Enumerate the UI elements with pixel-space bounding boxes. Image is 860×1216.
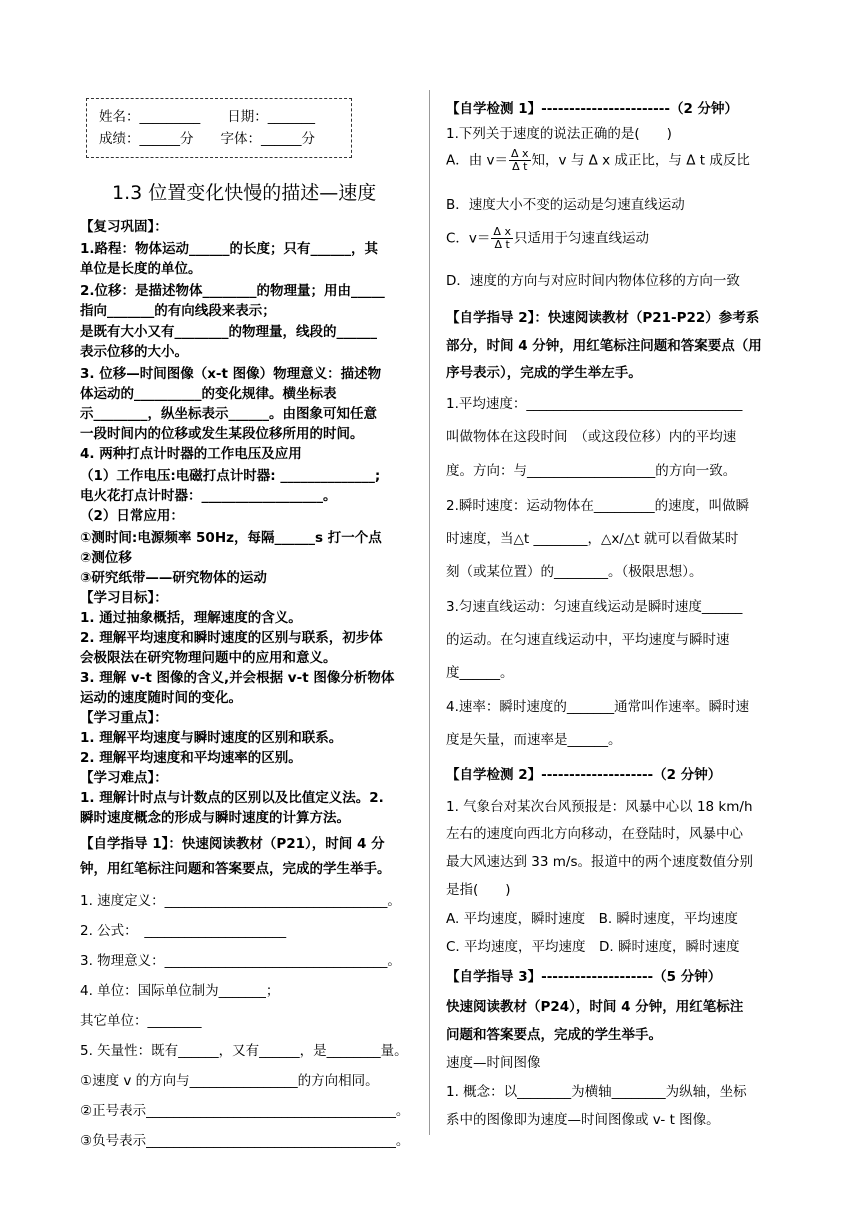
right-text-line: 【自学检测 1】-----------------------（2 分钟）	[446, 101, 739, 117]
right-text-line: 【自学指导 3】--------------------（5 分钟）	[446, 969, 722, 985]
right-text-line: 最大风速达到 33 m/s。报道中的两个速度数值分别	[446, 854, 753, 870]
right-text-line: 序号表示），完成的学生举左手。	[446, 365, 642, 381]
left-text-line: 【学习重点】：	[80, 710, 168, 726]
left-text-line: ②测位移	[80, 550, 132, 566]
left-text-line: 一段时间内的位移或发生某段位移所用的时间。	[80, 426, 364, 442]
left-text-line: ②正号表示_____________________________________。	[80, 1103, 410, 1119]
right-text-line: 4.速率：瞬时速度的_______通常叫作速率。瞬时速	[446, 699, 750, 715]
right-text-line: 2.瞬时速度：运动物体在_________的速度，叫做瞬	[446, 498, 750, 514]
option-a: A．由 v＝ $\frac{\text{Δ x}}{\text{Δ t}}$ 知，v 与 Δ x 成正比，与 Δ t 成反比	[446, 147, 750, 173]
left-text-line: ③研究纸带——研究物体的运动	[80, 570, 267, 586]
left-text-line: 1. 理解平均速度与瞬时速度的区别和联系。	[80, 730, 343, 746]
left-text-line: 运动的速度随时间的变化。	[80, 690, 242, 706]
left-text-line: 3. 位移—时间图像（x-t 图像）物理意义：描述物	[80, 366, 382, 382]
right-text-line: 1. 气象台对某次台风预报是：风暴中心以 18 km/h	[446, 799, 753, 815]
left-text-line: 会极限法在研究物理问题中的应用和意义。	[80, 650, 337, 666]
right-text-line: 【自学检测 2】--------------------（2 分钟）	[446, 767, 722, 783]
right-text-line: 叫做物体在这段时间 （或这段位移）内的平均速	[446, 429, 737, 445]
left-text-line: 单位是长度的单位。	[80, 261, 202, 277]
left-text-line: （1）工作电压:电磁打点计时器: ______________;	[80, 468, 381, 484]
right-text-line: 左右的速度向西北方向移动，在登陆时，风暴中心	[446, 826, 743, 842]
left-text-line: 5. 矢量性：既有______，又有______，是________量。	[80, 1043, 408, 1059]
right-text-line: 部分，时间 4 分钟，用红笔标注问题和答案要点（用	[446, 338, 762, 354]
right-text-line: 问题和答案要点，完成的学生举手。	[446, 1027, 662, 1043]
left-text-line: 1.路程：物体运动______的长度；只有______，其	[80, 241, 379, 257]
left-text-line: 2. 公式： _____________________	[80, 923, 287, 939]
left-text-line: 体运动的__________的变化规律。横坐标表	[80, 386, 337, 402]
name-date-line: 姓名：_________ 日期：_______	[99, 109, 315, 125]
right-text-line: 度是矢量，而速率是______。	[446, 732, 622, 748]
left-text-line: 其它单位：________	[80, 1013, 202, 1029]
left-text-line: 电火花打点计时器：__________________。	[80, 488, 337, 504]
left-text-line: ①速度 v 的方向与________________的方向相同。	[80, 1073, 379, 1089]
left-text-line: 2. 理解平均速度和瞬时速度的区别与联系，初步体	[80, 630, 383, 646]
right-text-line: 1.下列关于速度的说法正确的是( )	[446, 126, 672, 142]
fraction-dx-dt: $\frac{\text{Δ x}}{\text{Δ t}}$	[493, 225, 511, 251]
left-text-line: 指向_______的有向线段来表示；	[80, 303, 276, 319]
left-text-line: 瞬时速度概念的形成与瞬时速度的计算方法。	[80, 810, 350, 826]
right-text-line: 的运动。在匀速直线运动中，平均速度与瞬时速	[446, 632, 730, 648]
right-text-line: 度。方向：与___________________的方向一致。	[446, 463, 737, 479]
right-text-line: 刻（或某位置）的________。（极限思想）。	[446, 564, 703, 580]
left-text-line: 【学习目标】：	[80, 590, 168, 606]
left-text-line: 3. 理解 v-t 图像的含义,并会根据 v-t 图像分析物体	[80, 670, 395, 686]
left-text-line: 1. 速度定义：_________________________________。	[80, 893, 401, 909]
right-text-line: A. 平均速度，瞬时速度 B. 瞬时速度，平均速度	[446, 911, 738, 927]
student-info-box	[86, 98, 352, 158]
left-text-line: 3. 物理意义：_________________________________。	[80, 953, 401, 969]
left-text-line: 【学习难点】：	[80, 770, 168, 786]
column-divider	[429, 90, 430, 1135]
right-text-line: D．速度的方向与对应时间内物体位移的方向一致	[446, 273, 740, 289]
left-text-line: 1. 理解计时点与计数点的区别以及比值定义法。2.	[80, 790, 384, 806]
right-text-line: B．速度大小不变的运动是匀速直线运动	[446, 197, 685, 213]
right-text-line: 3.匀速直线运动：匀速直线运动是瞬时速度______	[446, 599, 743, 615]
right-text-line: 【自学指导 2】：快速阅读教材（P21-P22）参考系	[446, 310, 760, 326]
right-text-line: 是指( )	[446, 882, 511, 898]
right-text-line: 速度—时间图像	[446, 1055, 541, 1071]
right-text-line: 快速阅读教材（P24），时间 4 分钟，用红笔标注	[446, 999, 744, 1015]
left-text-line: 1. 通过抽象概括，理解速度的含义。	[80, 610, 302, 626]
left-text-line: 2.位移：是描述物体________的物理量；用由_____	[80, 283, 385, 299]
left-text-line: 4. 单位：国际单位制为_______；	[80, 983, 280, 999]
right-text-line: 系中的图像即为速度—时间图像或 v- t 图像。	[446, 1112, 720, 1128]
option-c: C．v＝ $\frac{\text{Δ x}}{\text{Δ t}}$ 只适用于匀速直线运动	[446, 225, 649, 251]
left-text-line: 【复习巩固】：	[80, 219, 168, 235]
right-text-line: 度______。	[446, 665, 514, 681]
right-text-line: C. 平均速度，平均速度 D. 瞬时速度，瞬时速度	[446, 939, 740, 955]
left-text-line: ①测时间:电源频率 50Hz，每隔______s 打一个点	[80, 530, 382, 546]
left-text-line: 【自学指导 1】：快速阅读教材（P21），时间 4 分	[80, 836, 385, 852]
right-text-line: 时速度，当△t ________，△x/△t 就可以看做某时	[446, 531, 739, 547]
left-text-line: 4. 两种打点计时器的工作电压及应用	[80, 446, 302, 462]
left-text-line: 2. 理解平均速度和平均速率的区别。	[80, 750, 302, 766]
left-text-line: 是既有大小又有________的物理量，线段的______	[80, 324, 377, 340]
left-text-line: 钟，用红笔标注问题和答案要点，完成的学生举手。	[80, 861, 391, 877]
right-text-line: 1.平均速度：________________________________	[446, 396, 743, 412]
score-font-line: 成绩：______分 字体：______分	[99, 131, 315, 147]
left-text-line: 示________，纵坐标表示______。由图象可知任意	[80, 406, 377, 422]
page-title: 1.3 位置变化快慢的描述—速度	[112, 182, 377, 204]
fraction-dx-dt: $\frac{\text{Δ x}}{\text{Δ t}}$	[511, 147, 529, 173]
left-text-line: 表示位移的大小。	[80, 344, 188, 360]
right-text-line: 1. 概念：以________为横轴________为纵轴，坐标	[446, 1084, 747, 1100]
left-text-line: ③负号表示_____________________________________。	[80, 1133, 410, 1149]
left-text-line: （2）日常应用：	[80, 508, 184, 524]
